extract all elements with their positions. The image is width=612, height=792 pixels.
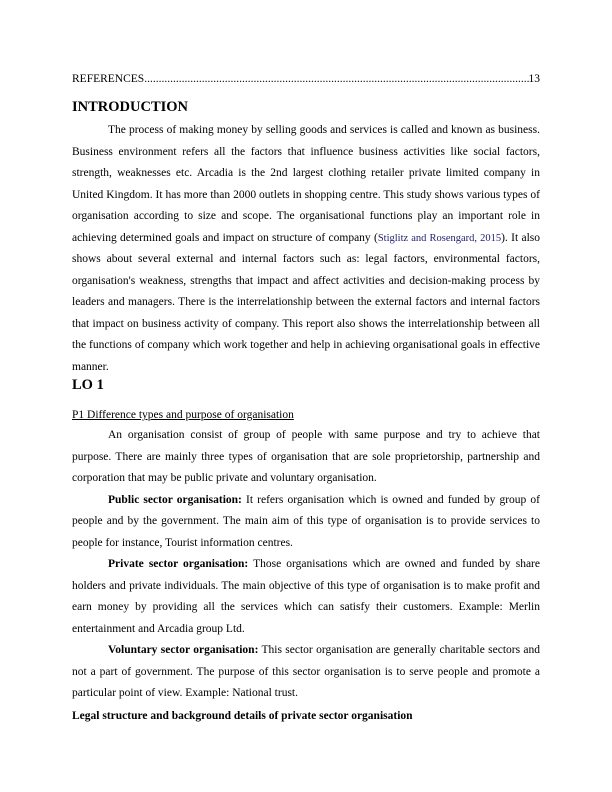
lo1-section	[72, 376, 540, 723]
lo1-heading: LO 1	[72, 377, 104, 393]
introduction-paragraph	[72, 120, 540, 378]
public-sector-text: It refers organisation which is owned and funded by group of people and by the government. The main aim of this type of organisation is to provide services to people for instance, Tourist information centres.	[72, 493, 540, 549]
public-sector-paragraph	[72, 490, 540, 555]
introduction-section	[72, 98, 540, 378]
introduction-text-part2: ). It also shows about several external and internal factors such as: legal factors, environmental factors, organisation's weakness, strengths that impact and affect activities and decision-making process by leaders and managers. There is the interrelationship between the external factors and internal factors that impact on business activity of company. This report also shows the interrelationship between all the functions of company which work together and help in achieving organisational goals in effective manner.	[72, 231, 540, 373]
legal-structure-heading: Legal structure and background details of private sector organisation	[72, 709, 413, 722]
introduction-heading: INTRODUCTION	[72, 99, 189, 115]
private-sector-paragraph	[72, 554, 540, 640]
toc-entry-references[interactable]	[72, 72, 540, 86]
voluntary-sector-paragraph	[72, 640, 540, 705]
introduction-text-part1: The process of making money by selling goods and services is called and known as business. Business environment refers all the factors that influence business activities like social factors, strength, weaknesses etc. Arcadia is the 2nd largest clothing retailer private limited company in United Kingdom. It has more than 2000 outlets in shopping centre. This study shows various types of organisation according to size and scope. The organisational functions play an important role in achieving determined goals and impact on structure of company (	[72, 124, 540, 244]
private-sector-text: Those organisations which are owned and funded by share holders and private individuals. The main objective of this type of organisation is to make profit and earn money by providing all the services which can satisfy their customers. Example: Merlin entertainment and Arcadia group Ltd.	[72, 558, 540, 635]
public-sector-label: Public sector organisation:	[108, 493, 242, 506]
voluntary-sector-label: Voluntary sector organisation:	[108, 644, 259, 656]
toc-leader-dots	[144, 72, 528, 86]
citation-link[interactable]: Stiglitz and Rosengard, 2015	[377, 232, 502, 244]
p1-intro-paragraph: An organisation consist of group of people with same purpose and try to achieve that purpose. There are mainly three types of organisation that are sole proprietorship, partnership and corporation that may be public private and voluntary organisation.	[72, 429, 540, 484]
voluntary-sector-text: This sector organisation are generally charitable sectors and not a part of government. The purpose of this sector organisation is to serve people and promote a particular point of view. Example: National trust.	[72, 644, 541, 699]
toc-page-number: 13	[528, 73, 540, 85]
p1-subheading: P1 Difference types and purpose of organisation	[72, 409, 294, 421]
private-sector-label: Private sector organisation:	[108, 558, 249, 570]
toc-label: REFERENCES	[72, 73, 145, 85]
